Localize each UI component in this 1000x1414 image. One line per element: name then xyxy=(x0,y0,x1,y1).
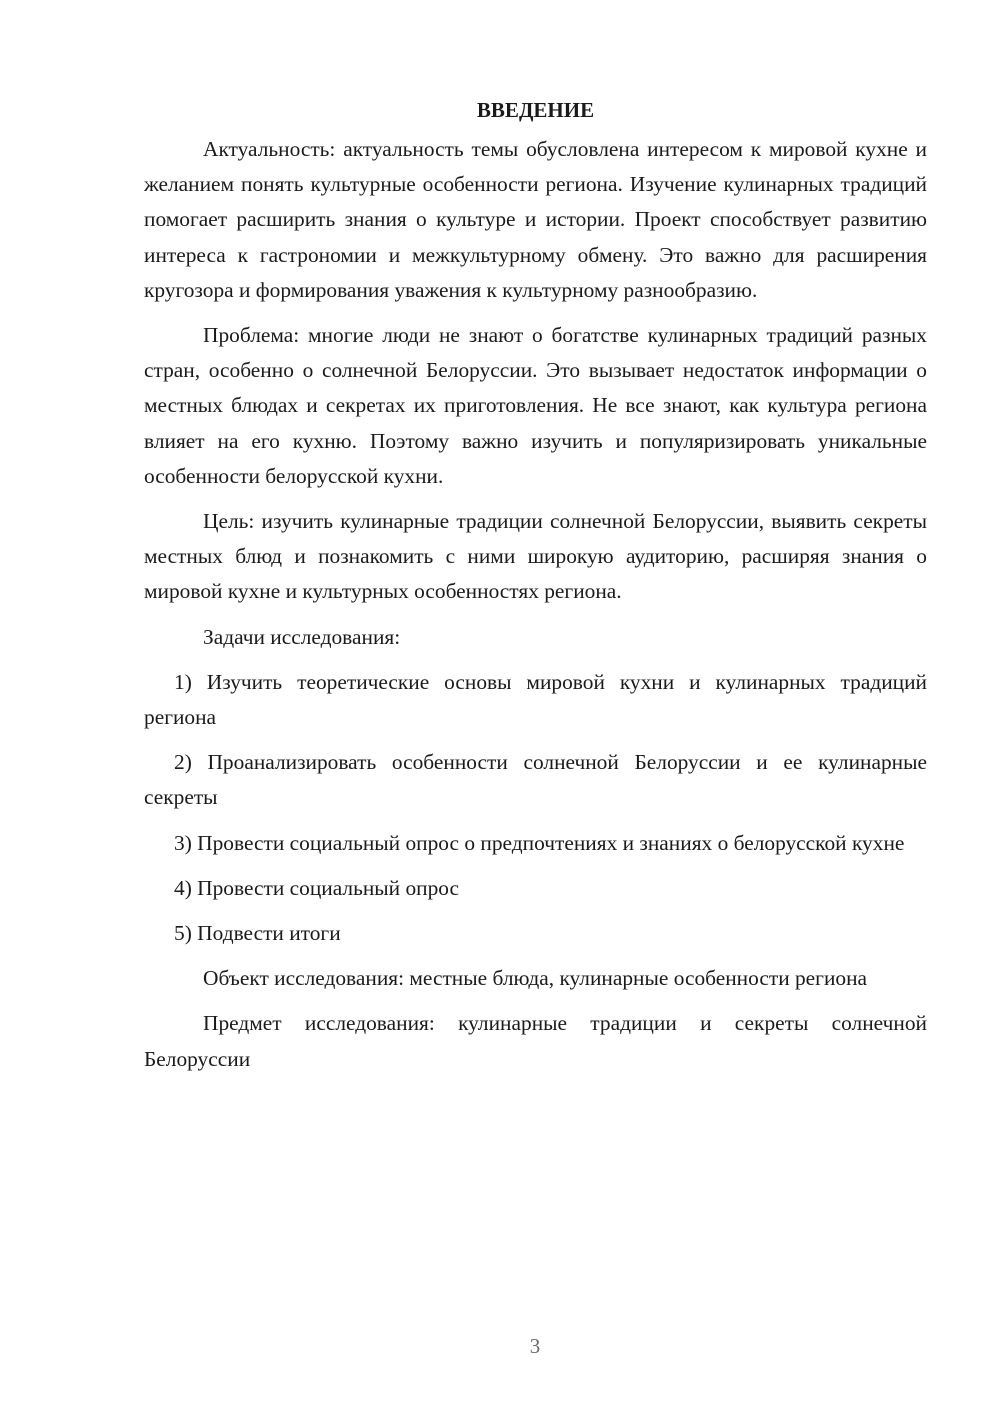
task-item: 1) Изучить теоретические основы мировой кухни и кулинарных традиций региона xyxy=(144,669,927,730)
document-page xyxy=(144,94,927,1087)
task-item: 2) Проанализировать особенности солнечной Белоруссии и ее кулинарные секреты xyxy=(144,750,927,810)
research-object-paragraph: Объект исследования: местные блюда, кулинарные особенности региона xyxy=(203,966,868,991)
research-subject-paragraph: Предмет исследования: кулинарные традиции и секреты солнечной Белоруссии xyxy=(144,1011,927,1071)
task-item: 4) Провести социальный опрос xyxy=(174,875,460,900)
relevance-paragraph: Актуальность: актуальность темы обусловлена интересом к мировой кухне и желанием понять культурные особенности региона. Изучение кулинарных традиций помогает расширить знания о культуре и истории. Проект способствует развитию интереса к гастрономии и межкультурному обмену. Это важно для расширения кругозора и формирования уважения к культурному разнообразию. xyxy=(144,137,927,302)
tasks-heading: Задачи исследования: xyxy=(203,624,401,649)
page-number: 3 xyxy=(529,1334,541,1358)
task-item: 5) Подвести итоги xyxy=(174,921,341,946)
goal-paragraph: Цель: изучить кулинарные традиции солнечной Белоруссии, выявить секреты местных блюд и познакомить с ними широкую аудиторию, расширяя знания о мировой кухне и культурных особенностях региона. xyxy=(144,509,927,604)
page-title: ВВЕДЕНИЕ xyxy=(476,98,595,122)
problem-paragraph: Проблема: многие люди не знают о богатстве кулинарных традиций разных стран, особенно о солнечной Белоруссии. Это вызывает недостаток информации о местных блюдах и секретах их приготовления. Не все знают, как культура региона влияет на его кухню. Поэтому важно изучить и популяризировать уникальные особенности белорусской кухни. xyxy=(144,323,927,488)
task-item: 3) Провести социальный опрос о предпочтениях и знаниях о белорусской кухне xyxy=(174,830,905,855)
